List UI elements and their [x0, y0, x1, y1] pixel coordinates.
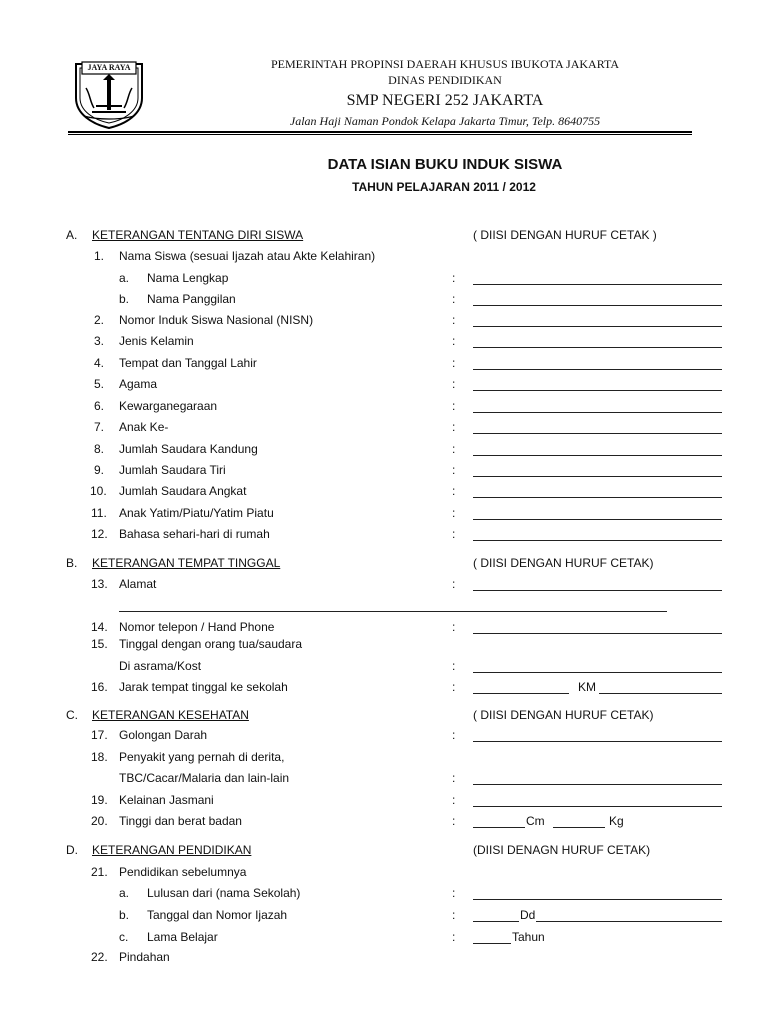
item-label: Nomor telepon / Hand Phone [119, 620, 275, 634]
years-line[interactable] [473, 943, 511, 944]
colon: : [452, 620, 456, 634]
colon: : [452, 577, 456, 591]
item-number: b. [119, 908, 130, 922]
item-number: 21. [91, 865, 108, 879]
item-number: 10. [90, 484, 107, 498]
item-number: a. [119, 271, 130, 285]
item-number: 16. [91, 680, 108, 694]
distance-value-line[interactable] [473, 693, 569, 694]
item-label: Jumlah Saudara Angkat [119, 484, 247, 498]
colon: : [452, 771, 456, 785]
item-number: 12. [91, 527, 108, 541]
colon: : [452, 506, 456, 520]
height-line[interactable] [473, 827, 525, 828]
item-number: 2. [94, 313, 105, 327]
answer-line[interactable] [473, 412, 722, 413]
section-letter: A. [66, 228, 78, 242]
letterhead-rule [68, 131, 692, 133]
colon: : [452, 271, 456, 285]
item-number: c. [119, 930, 129, 944]
form-subtitle: TAHUN PELAJARAN 2011 / 2012 [352, 180, 536, 194]
item-label: Tempat dan Tanggal Lahir [119, 356, 257, 370]
item-label: Jumlah Saudara Tiri [119, 463, 226, 477]
colon: : [452, 527, 456, 541]
answer-line[interactable] [473, 497, 722, 498]
item-number: 17. [91, 728, 108, 742]
answer-line[interactable] [473, 305, 722, 306]
item-label: Jumlah Saudara Kandung [119, 442, 258, 456]
diploma-number-line[interactable] [536, 921, 722, 922]
item-label: Jarak tempat tinggal ke sekolah [119, 680, 288, 694]
section-title: KETERANGAN TEMPAT TINGGAL [92, 556, 281, 570]
km-unit: KM [578, 680, 596, 694]
item-label: Kewarganegaraan [119, 399, 218, 413]
colon: : [452, 484, 456, 498]
colon: : [452, 793, 456, 807]
item-number: 20. [91, 814, 108, 828]
colon: : [452, 814, 456, 828]
item-number: 9. [94, 463, 105, 477]
letterhead-department: DINAS PENDIDIKAN [388, 73, 502, 87]
answer-line[interactable] [473, 806, 722, 807]
section-note: ( DIISI DENGAN HURUF CETAK) [473, 556, 654, 570]
colon: : [452, 463, 456, 477]
item-number: 15. [91, 637, 108, 651]
item-label: Anak Ke- [119, 420, 169, 434]
section-note: (DIISI DENAGN HURUF CETAK) [473, 843, 651, 857]
item-number: 3. [94, 334, 105, 348]
item-label: Pindahan [119, 950, 170, 964]
colon: : [452, 420, 456, 434]
section-letter: C. [66, 708, 78, 722]
section-title: KETERANGAN KESEHATAN [92, 708, 249, 722]
answer-line[interactable] [473, 741, 722, 742]
item-number: 14. [91, 620, 108, 634]
answer-line[interactable] [473, 326, 722, 327]
item-label: Nama Siswa (sesuai Ijazah atau Akte Kelahiran) [119, 249, 376, 263]
item-label: Penyakit yang pernah di derita, [119, 750, 285, 764]
letterhead-address: Jalan Haji Naman Pondok Kelapa Jakarta Timur, Telp. 8640755 [289, 114, 601, 128]
item-label: Agama [119, 377, 158, 391]
cm-unit: Cm [526, 814, 545, 828]
answer-line[interactable] [473, 369, 722, 370]
letterhead-school: SMP NEGERI 252 JAKARTA [346, 92, 544, 109]
colon: : [452, 728, 456, 742]
item-label: Lulusan dari (nama Sekolah) [147, 886, 301, 900]
section-title: KETERANGAN TENTANG DIRI SISWA [92, 228, 304, 242]
distance-extra-line[interactable] [599, 693, 722, 694]
colon: : [452, 377, 456, 391]
item-number: 22. [91, 950, 108, 964]
item-number: 4. [94, 356, 105, 370]
colon: : [452, 313, 456, 327]
colon: : [452, 908, 456, 922]
answer-line[interactable] [473, 347, 722, 348]
answer-line[interactable] [473, 590, 722, 591]
answer-line[interactable] [473, 433, 722, 434]
item-number: 7. [94, 420, 105, 434]
item-label: Tinggi dan berat badan [119, 814, 242, 828]
answer-line[interactable] [473, 284, 722, 285]
section-title: KETERANGAN PENDIDIKAN [92, 843, 252, 857]
letterhead-rule-thin [68, 134, 692, 135]
colon: : [452, 356, 456, 370]
item-number: 1. [94, 249, 105, 263]
colon: : [452, 886, 456, 900]
item-label: Nama Panggilan [147, 292, 236, 306]
item-label: Lama Belajar [147, 930, 218, 944]
answer-line[interactable] [473, 784, 722, 785]
answer-line[interactable] [473, 519, 722, 520]
item-number: 11. [91, 506, 107, 520]
answer-line[interactable] [473, 540, 722, 541]
item-label: Di asrama/Kost [119, 659, 202, 673]
item-number: 5. [94, 377, 105, 391]
form-title: DATA ISIAN BUKU INDUK SISWA [327, 156, 563, 173]
section-letter: D. [66, 843, 78, 857]
colon: : [452, 334, 456, 348]
address-continuation-line[interactable] [119, 611, 667, 612]
date-line[interactable] [473, 921, 519, 922]
jaya-raya-emblem [72, 58, 146, 130]
item-number: b. [119, 292, 130, 306]
colon: : [452, 680, 456, 694]
colon: : [452, 442, 456, 456]
section-note: ( DIISI DENGAN HURUF CETAK ) [473, 228, 657, 242]
colon: : [452, 292, 456, 306]
item-label: Tinggal dengan orang tua/saudara [119, 637, 303, 651]
colon: : [452, 930, 456, 944]
item-label: Alamat [119, 577, 157, 591]
item-number: a. [119, 886, 130, 900]
colon: : [452, 399, 456, 413]
weight-line[interactable] [553, 827, 605, 828]
item-label: Bahasa sehari-hari di rumah [119, 527, 270, 541]
answer-line[interactable] [473, 476, 722, 477]
answer-line[interactable] [473, 633, 722, 634]
colon: : [452, 659, 456, 673]
item-label: Golongan Darah [119, 728, 208, 742]
kg-unit: Kg [609, 814, 624, 828]
answer-line[interactable] [473, 899, 722, 900]
answer-line[interactable] [473, 455, 722, 456]
section-letter: B. [66, 556, 78, 570]
letterhead-government: PEMERINTAH PROPINSI DAERAH KHUSUS IBUKOTA JAKARTA [270, 57, 620, 71]
item-number: 18. [91, 750, 108, 764]
item-number: 13. [91, 577, 108, 591]
emblem-text: JAYA RAYA [87, 63, 131, 72]
dd-unit: Dd [520, 908, 536, 922]
item-label: TBC/Cacar/Malaria dan lain-lain [119, 771, 290, 785]
answer-line[interactable] [473, 672, 722, 673]
item-label: Pendidikan sebelumnya [119, 865, 247, 879]
item-number: 6. [94, 399, 105, 413]
section-note: ( DIISI DENGAN HURUF CETAK) [473, 708, 654, 722]
item-label: Nama Lengkap [147, 271, 229, 285]
item-label: Tanggal dan Nomor Ijazah [147, 908, 288, 922]
item-label: Nomor Induk Siswa Nasional (NISN) [119, 313, 314, 327]
answer-line[interactable] [473, 390, 722, 391]
tahun-unit: Tahun [512, 930, 545, 944]
item-label: Kelainan Jasmani [119, 793, 214, 807]
item-number: 8. [94, 442, 105, 456]
item-number: 19. [91, 793, 108, 807]
item-label: Anak Yatim/Piatu/Yatim Piatu [119, 506, 274, 520]
item-label: Jenis Kelamin [119, 334, 194, 348]
